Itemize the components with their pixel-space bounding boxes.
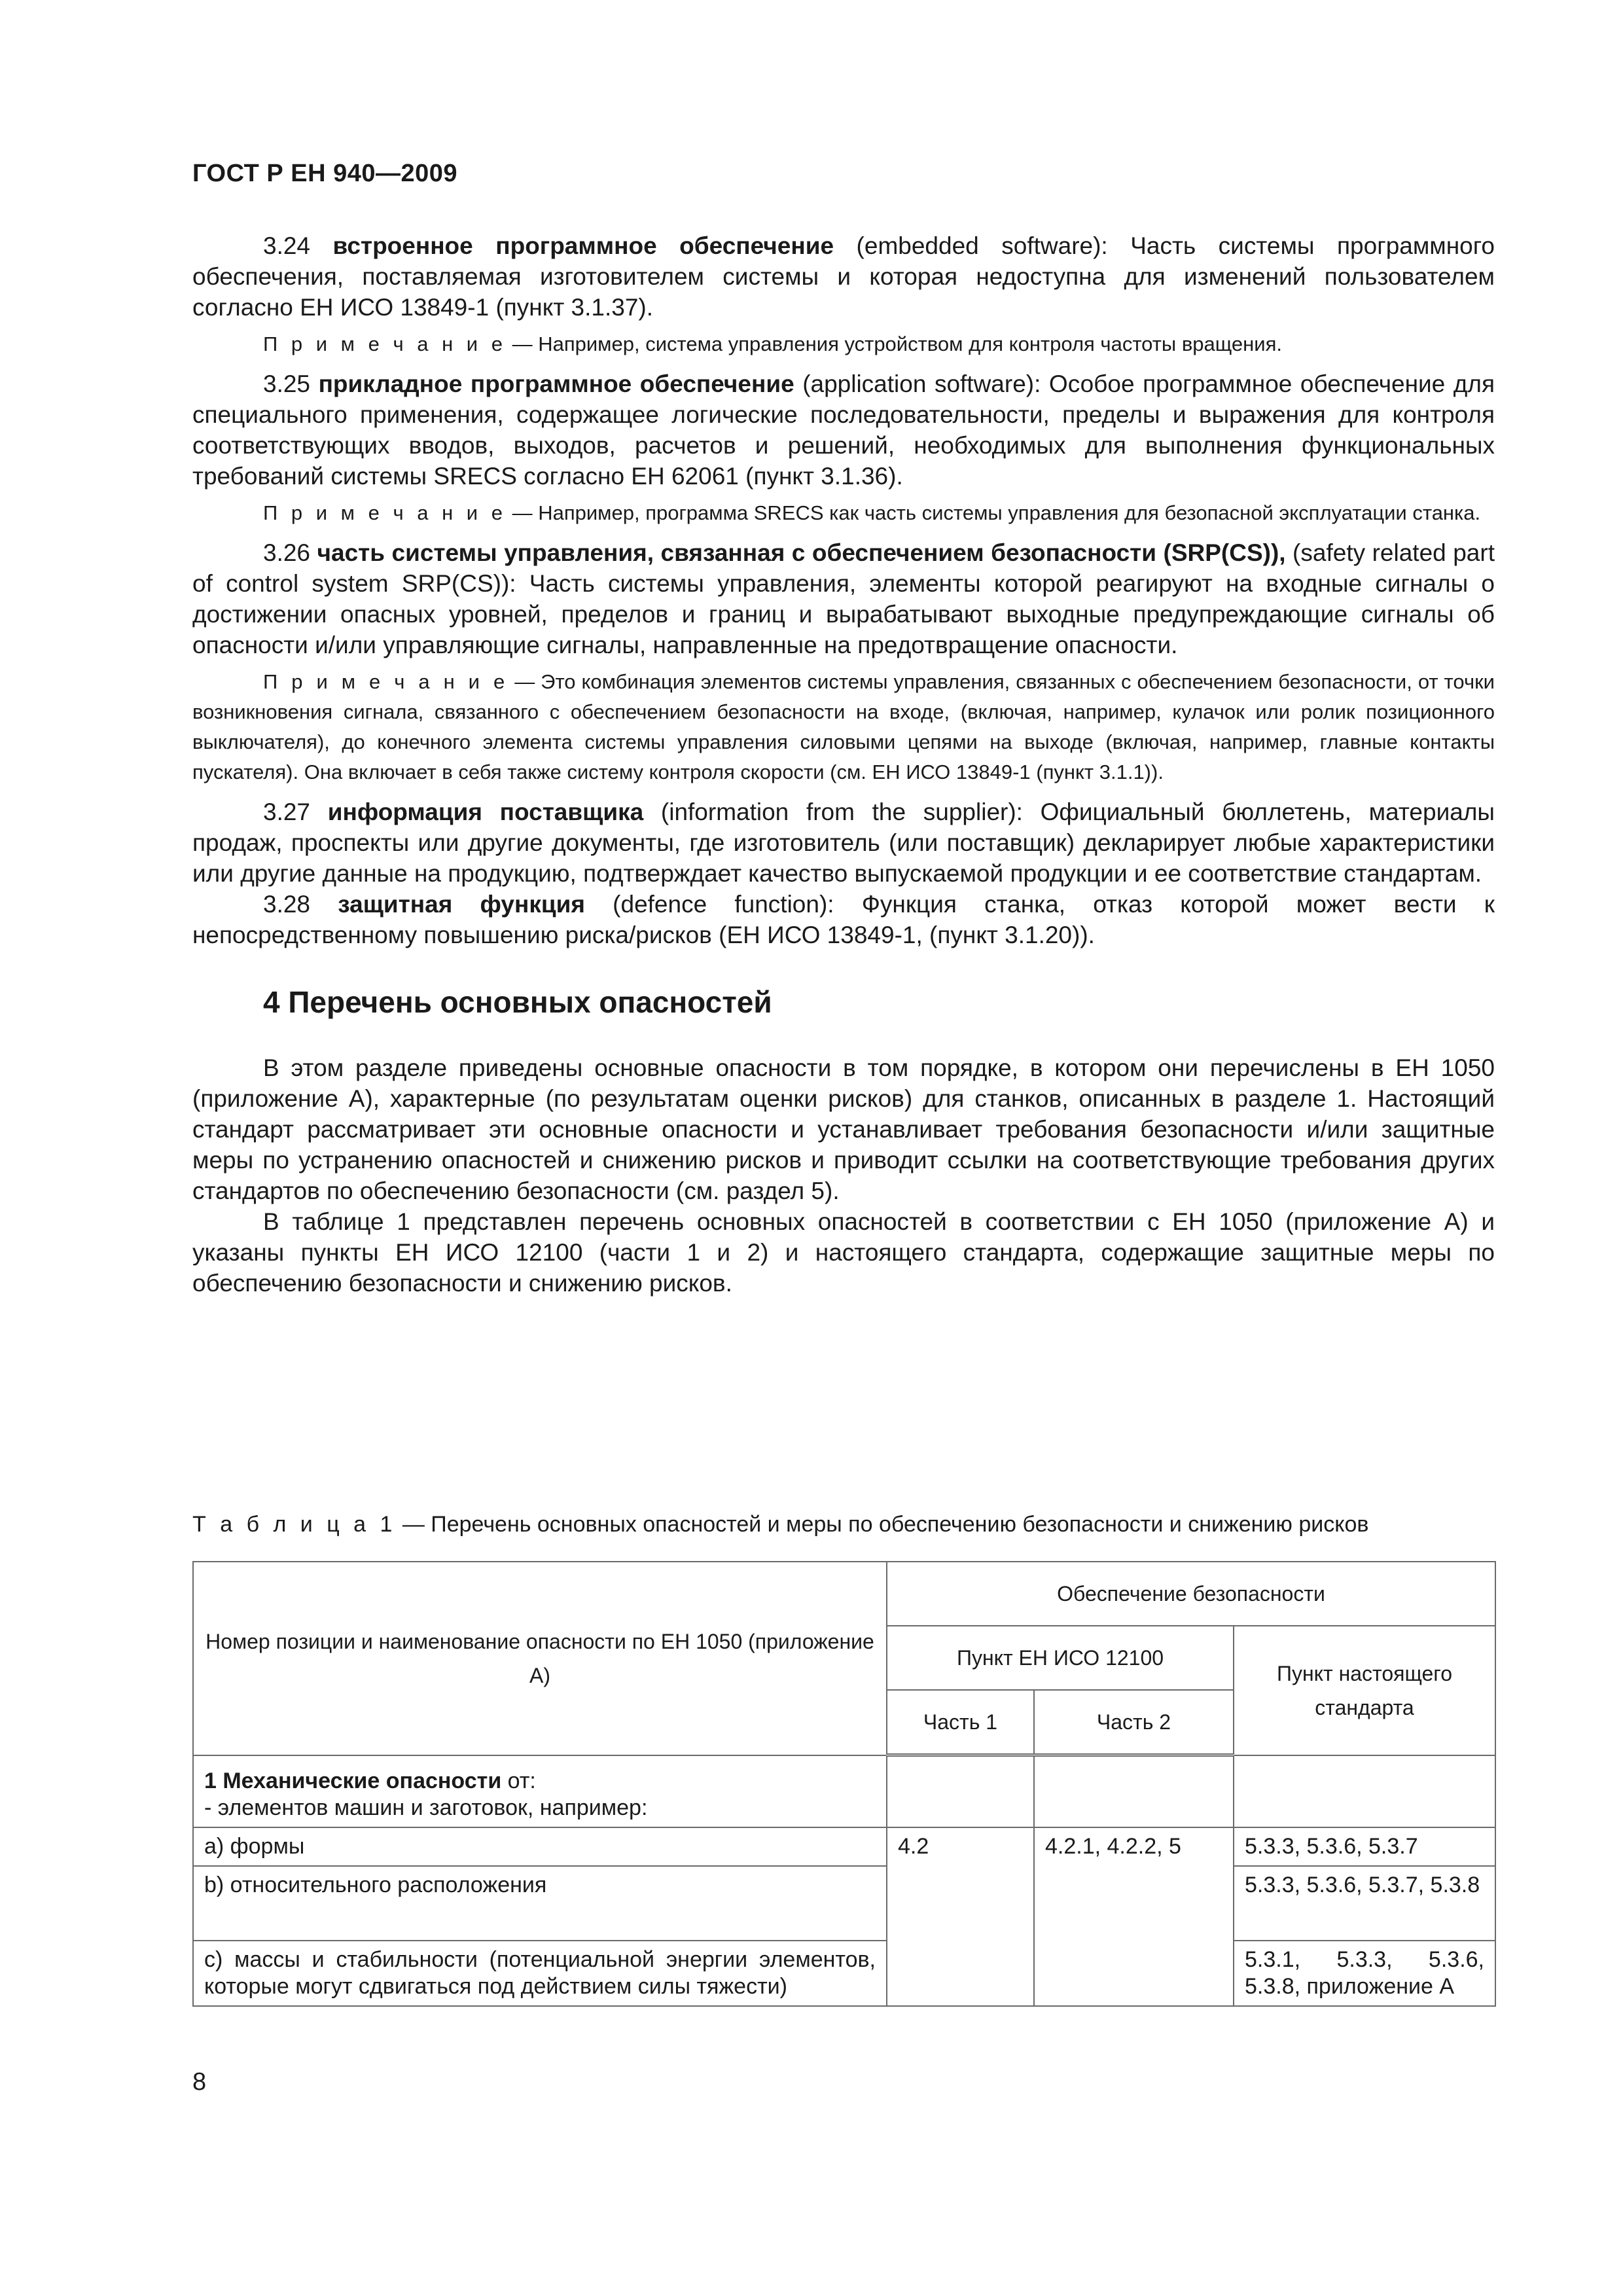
- note: [192, 667, 1495, 787]
- table-caption-text: — Перечень основных опасностей и меры по обеспечению безопасности и снижению рисков: [396, 1512, 1369, 1537]
- header-part-1: Часть 1: [887, 1690, 1034, 1755]
- hazard-name-cell: а) формы: [193, 1827, 887, 1866]
- this-standard-cell: 5.3.3, 5.3.6, 5.3.7: [1234, 1827, 1495, 1866]
- definition-number: 3.24: [263, 232, 311, 259]
- hazard-group-cell: [193, 1755, 887, 1827]
- definition-3-28: [192, 889, 1495, 950]
- note-text: — Это комбинация элементов системы управления, связанных с обеспечением безопасности, от точки возникновения сигнала, связанного с обеспечением безопасности на входе, (включая, например, кулачок или ролик позиционного выключателя), до конечного элемента системы управления силовыми цепями на выходе (включая, например, главные контакты пускателя). Она включает в себя также систему контроля скорости (см. ЕН ИСО 13849-1 (пункт 3.1.1)).: [192, 670, 1495, 783]
- part-2-cell: 4.2.1, 4.2.2, 5: [1034, 1827, 1234, 2006]
- hazard-group-tail: от:: [501, 1768, 536, 1793]
- table-cell: [887, 1755, 1034, 1827]
- this-standard-cell: 5.3.1, 5.3.3, 5.3.6, 5.3.8, приложение А: [1234, 1941, 1495, 2006]
- hazard-group-subtitle: - элементов машин и заготовок, например:: [204, 1795, 648, 1820]
- definition-text: (application software): Особое программное обеспечение для специального применения, содержащее логические последовательности, пределы и выражения для контроля соответствующих вводов, выходов, расчетов и решений, необходимых для выполнения функциональных требований системы SRECS согласно ЕН 62061 (пункт 3.1.36).: [192, 370, 1495, 490]
- table-caption-label: Т а б л и ц а 1: [192, 1512, 397, 1537]
- page-number: 8: [192, 2068, 207, 2096]
- definition-text: (information from the supplier): Официальный бюллетень, материалы продаж, проспекты или другие документы, где изготовитель (или поставщик) декларирует любые характеристики или другие данные на продукцию, подтверждает качество выпускаемой продукции и ее соответствие стандартам.: [192, 798, 1495, 887]
- header-part-2: Часть 2: [1034, 1690, 1234, 1755]
- definition-number: 3.26: [263, 539, 311, 566]
- part-1-cell: 4.2: [887, 1827, 1034, 2006]
- header-safety: Обеспечение безопасности: [887, 1562, 1495, 1626]
- document-header: ГОСТ Р ЕН 940—2009: [192, 160, 458, 187]
- table-row: [193, 1755, 1495, 1827]
- section-paragraph-2: В таблице 1 представлен перечень основных опасностей в соответствии с ЕН 1050 (приложение А) и указаны пункты ЕН ИСО 12100 (части 1 и 2) и настоящего стандарта, содержащие защитные меры по обеспечению безопасности и снижению рисков.: [192, 1208, 1495, 1297]
- note: [192, 329, 1495, 359]
- note-label: П р и м е ч а н и е: [263, 501, 507, 524]
- this-standard-cell: 5.3.3, 5.3.6, 5.3.7, 5.3.8: [1234, 1866, 1495, 1941]
- hazard-name-cell: b) относительного расположения: [193, 1866, 887, 1941]
- hazard-name-cell: с) массы и стабильности (потенциальной энергии элементов, которые могут сдвигаться под действием силы тяжести): [193, 1941, 887, 2006]
- definition-term: защитная функция: [338, 891, 585, 918]
- definition-text: (embedded software): Часть системы программного обеспечения, поставляемая изготовителем системы и которая недоступна для изменений пользователем согласно ЕН ИСО 13849-1 (пункт 3.1.37).: [192, 232, 1495, 321]
- definition-number: 3.25: [263, 370, 311, 397]
- table-row: [193, 1827, 1495, 1866]
- table-cell: [1234, 1755, 1495, 1827]
- note-text: — Например, программа SRECS как часть системы управления для безопасной эксплуатации станка.: [506, 501, 1481, 524]
- definition-text: (defence function): Функция станка, отказ которой может вести к непосредственному повышению риска/рисков (ЕН ИСО 13849-1, (пункт 3.1.20)).: [192, 891, 1495, 948]
- definition-3-25: [192, 368, 1495, 492]
- hazard-group-title: 1 Механические опасности: [204, 1768, 502, 1793]
- table-row: [193, 1866, 1495, 1941]
- header-this-standard: Пункт настоящего стандарта: [1234, 1626, 1495, 1755]
- definition-3-27: [192, 797, 1495, 889]
- definition-3-26: [192, 537, 1495, 660]
- definitions-block: [192, 230, 1495, 1299]
- table-row: [193, 1941, 1495, 2006]
- definition-term: прикладное программное обеспечение: [318, 370, 794, 397]
- definition-term: информация поставщика: [327, 798, 644, 825]
- definition-term: часть системы управления, связанная с обеспечением безопасности (SRP(CS)),: [317, 539, 1286, 566]
- definition-number: 3.27: [263, 798, 311, 825]
- note-label: П р и м е ч а н и е: [263, 332, 507, 355]
- section-title: 4 Перечень основных опасностей: [263, 985, 772, 1019]
- definition-term: встроенное программное обеспечение: [332, 232, 834, 259]
- definition-text: (safety related part of control system SRP(CS)): Часть системы управления, элементы которой реагируют на входные сигналы о достижении опасных уровней, пределов и границ и вырабатывают выходные предупреждающие сигналы об опасности и/или управляющие сигналы, направленные на предотвращение опасности.: [192, 539, 1495, 658]
- table-caption: [192, 1512, 1368, 1537]
- section-paragraph-1: В этом разделе приведены основные опасности в том порядке, в котором они перечислены в ЕН 1050 (приложение А), характерные (по результатам оценки рисков) для станков, описанных в разделе 1. Настоящий стандарт рассматривает эти основные опасности и устанавливает требования безопасности и/или защитные меры по устранению опасностей и снижению рисков и приводит ссылки на соответствующие требования других стандартов по обеспечению безопасности (см. раздел 5).: [192, 1054, 1495, 1204]
- note: [192, 498, 1495, 528]
- header-hazard: Номер позиции и наименование опасности по ЕН 1050 (приложение А): [193, 1562, 887, 1755]
- definition-3-24: [192, 230, 1495, 323]
- table-header-row: [193, 1562, 1495, 1626]
- note-text: — Например, система управления устройством для контроля частоты вращения.: [506, 332, 1283, 355]
- table-cell: [1034, 1755, 1234, 1827]
- hazards-table: [192, 1561, 1496, 2007]
- definition-number: 3.28: [263, 891, 311, 918]
- note-label: П р и м е ч а н и е: [263, 670, 509, 693]
- header-iso-12100: Пункт ЕН ИСО 12100: [887, 1626, 1234, 1690]
